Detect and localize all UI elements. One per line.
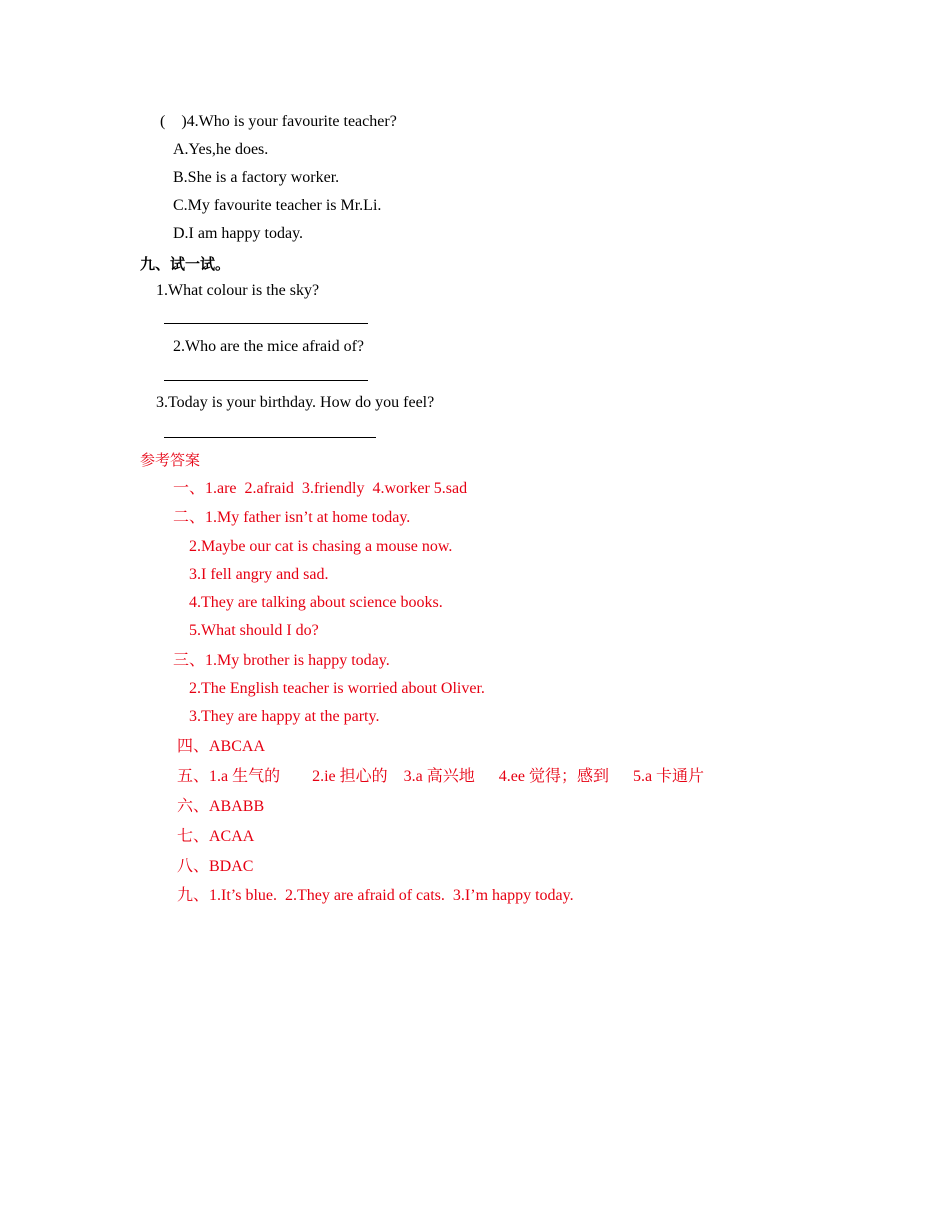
answer-key-heading: 参考答案 [140,451,201,469]
answer-part-2-line-2: 2.Maybe our cat is chasing a mouse now. [189,538,453,555]
answer-part-9: 九、1.It’s blue. 2.They are afraid of cats. 3.I’m happy today. [177,887,574,904]
answer-part-3-line-3: 3.They are happy at the party. [189,708,380,725]
answer-blank-2 [164,380,368,381]
section-9-heading: 九、试一试。 [140,255,231,273]
question-4-option-a: A.Yes,he does. [173,141,269,158]
question-4-stem: ( )4.Who is your favourite teacher? [160,113,397,130]
section-9-question-3: 3.Today is your birthday. How do you feel? [156,394,435,411]
answer-part-2-line-4: 4.They are talking about science books. [189,594,443,611]
answer-part-6: 六、ABABB [177,798,265,815]
question-4-option-c: C.My favourite teacher is Mr.Li. [173,197,382,214]
question-4-option-b: B.She is a factory worker. [173,169,340,186]
section-9-question-2: 2.Who are the mice afraid of? [173,338,365,355]
answer-part-8: 八、BDAC [177,858,254,875]
answer-part-5: 五、1.a 生气的 2.ie 担心的 3.a 高兴地 4.ee 觉得；感到 5.a 卡通片 [177,768,705,785]
question-4-option-d: D.I am happy today. [173,225,304,242]
answer-part-3-line-1: 三、1.My brother is happy today. [173,652,390,669]
answer-blank-1 [164,323,368,324]
answer-blank-3 [164,437,376,438]
answer-part-3-line-2: 2.The English teacher is worried about Oliver. [189,680,485,697]
answer-part-2-line-1: 二、1.My father isn’t at home today. [173,509,411,526]
answer-part-7: 七、ACAA [177,828,255,845]
section-9-question-1: 1.What colour is the sky? [156,282,320,299]
answer-part-2-line-3: 3.I fell angry and sad. [189,566,329,583]
answer-part-2-line-5: 5.What should I do? [189,622,319,639]
answer-part-4: 四、ABCAA [177,738,266,755]
answer-part-1: 一、1.are 2.afraid 3.friendly 4.worker 5.sad [173,480,468,497]
